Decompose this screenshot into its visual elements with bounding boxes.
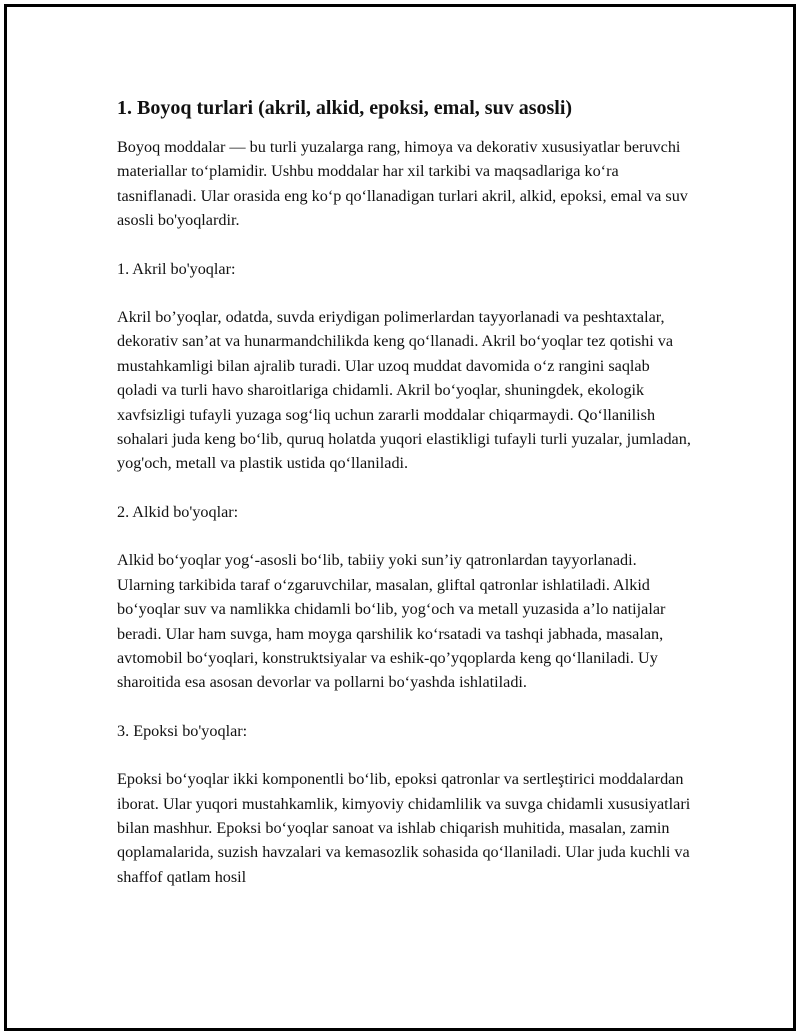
section-body-epoksi: Epoksi bo‘yoqlar ikki komponentli bo‘lib, epoksi qatronlar va sertleştirici moddalardan iborat. Ular yuqori mustahkamlik, kimyoviy chidamlilik va suvga chidamli xususiyatlari bilan mashhur. Epoksi bo‘yoqlar sanoat va ishlab chiqarish muhitida, masalan, zamin qoplamalarida, suzish havzalari va kemasozlik sohasida qo‘llaniladi. Ular juda kuchli va shaffof qatlam hosil — [117, 770, 691, 886]
intro-paragraph: Boyoq moddalar — bu turli yuzalarga rang, himoya va dekorativ xususiyatlar beruvchi materiallar to‘plamidir. Ushbu moddalar har xil tarkibi va maqsadlariga ko‘ra tasniflanadi. Ular orasida eng ko‘p qo‘llanadigan turlari akril, alkid, epoksi, emal va suv asosli bo'yoqlardir. — [117, 138, 688, 230]
section-body-alkid: Alkid bo‘yoqlar yog‘-asosli bo‘lib, tabiiy yoki sun’iy qatronlardan tayyorlanadi. Ularning tarkibida taraf o‘zgaruvchilar, masalan, gliftal qatronlar ishlatiladi. Alkid bo‘yoqlar suv va namlikka chidamli bo‘lib, yog‘och va metall yuzasida a’lo natijalar beradi. Ular ham suvga, ham moyga qarshilik ko‘rsatadi va tashqi jabhada, masalan, avtomobil bo‘yoqlari, konstruktsiyalar va eshik-qo’yqoplarda keng qo‘llaniladi. Uy sharoitida esa asosan devorlar va pollarni bo‘yashda ishlatiladi. — [117, 551, 666, 692]
section-body-akril: Akril bo’yoqlar, odatda, suvda eriydigan polimerlardan tayyorlanadi va peshtaxtalar, dekorativ san’at va hunarmandchilikda keng qo‘llanadi. Akril bo‘yoqlar tez qotishi va mustahkamligi bilan ajralib turadi. Ular uzoq muddat davomida o‘z rangini saqlab qoladi va turli havo sharoitlariga chidamli. Akril bo‘yoqlar, shuningdek, ekologik xavfsizligi tufayli yuzaga sog‘liq uchun zararli moddalar chiqarmaydi. Qo‘llanilish sohalari juda keng bo‘lib, quruq holatda yuqori elastikligi tufayli turli yuzalar, jumladan, yog'och, metall va plastik ustida qo‘llaniladi. — [117, 308, 691, 473]
document-content — [117, 95, 692, 913]
section-heading-akril: 1. Akril bo'yoqlar: — [117, 259, 236, 278]
document-title: 1. Boyoq turlari (akril, alkid, epoksi, emal, suv asosli) — [117, 97, 573, 119]
section-heading-alkid: 2. Alkid bo'yoqlar: — [117, 502, 239, 521]
section-heading-epoksi: 3. Epoksi bo'yoqlar: — [117, 721, 248, 740]
